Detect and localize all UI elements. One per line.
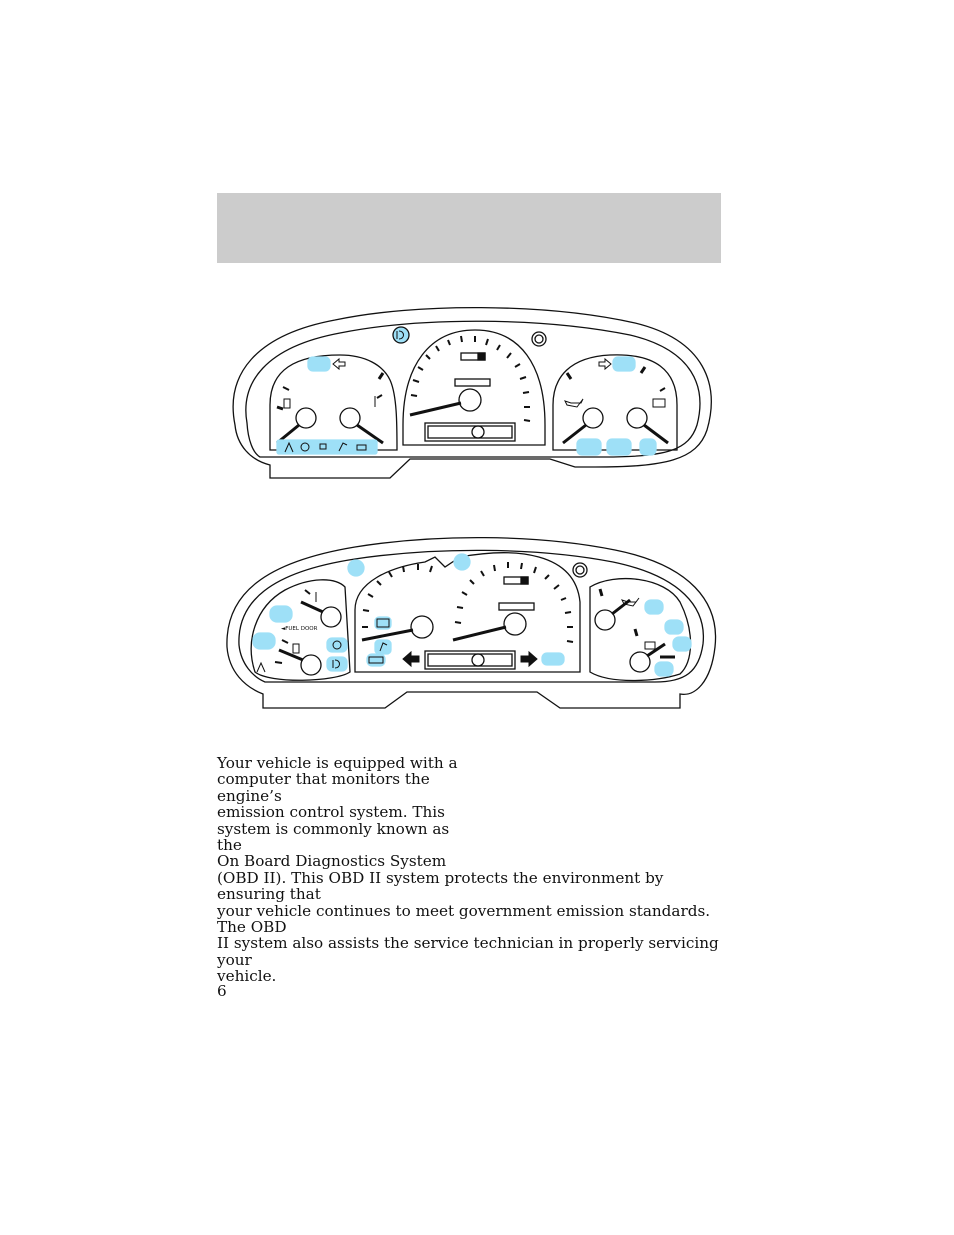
turn-right-icon [599, 359, 611, 369]
fuel-gauge-hub [301, 655, 321, 675]
temp-gauge-hub [321, 607, 341, 627]
fuel-pump-icon [284, 399, 290, 408]
paragraph-line: II system also assists the service technician in properly servicing your [217, 934, 719, 969]
speedometer-ticks [455, 562, 573, 642]
instrument-cluster-diagram-2 [215, 522, 725, 717]
paragraph-line: vehicle. [217, 967, 277, 986]
paragraph-line: emission control system. This [217, 803, 445, 822]
oil-can-icon [565, 399, 583, 407]
speedometer-hub [504, 613, 526, 635]
paragraph-line: your vehicle continues to meet government emission standards. The OBD [217, 901, 711, 937]
instrument-cluster-diagram-1 [215, 295, 725, 485]
battery-icon [653, 399, 665, 407]
cluster1-icons [284, 331, 665, 452]
turn-left-icon [403, 652, 419, 666]
paragraph-line: (OBD II). This OBD II system protects the environment by ensuring that [217, 868, 664, 904]
tachometer-ticks [362, 564, 432, 627]
paragraph-line: On Board Diagnostics System [217, 852, 447, 871]
paragraph-line: computer that monitors the engine’s [217, 770, 430, 805]
obd-description-paragraph [217, 755, 727, 985]
cluster2-icons [257, 592, 655, 672]
seatbelt-icon [257, 663, 265, 672]
speedometer-hub [459, 389, 481, 411]
headlamp-indicator [393, 327, 409, 343]
page-number: 6 [217, 982, 227, 1000]
fuel-door-label: ◄FUEL DOOR [281, 626, 318, 632]
paragraph-line: Your vehicle is equipped with a [217, 754, 458, 772]
section-header-band [217, 193, 721, 263]
paragraph-line: system is commonly known as the [217, 819, 450, 855]
fuel-pump-icon [293, 644, 299, 653]
turn-left-icon [333, 359, 345, 369]
trip-reset-knob [472, 426, 484, 438]
battery-icon-right [645, 642, 655, 649]
warning-indicators [277, 357, 656, 455]
trip-reset-knob [472, 654, 484, 666]
turn-right-icon [521, 652, 537, 666]
tachometer-hub [411, 616, 433, 638]
